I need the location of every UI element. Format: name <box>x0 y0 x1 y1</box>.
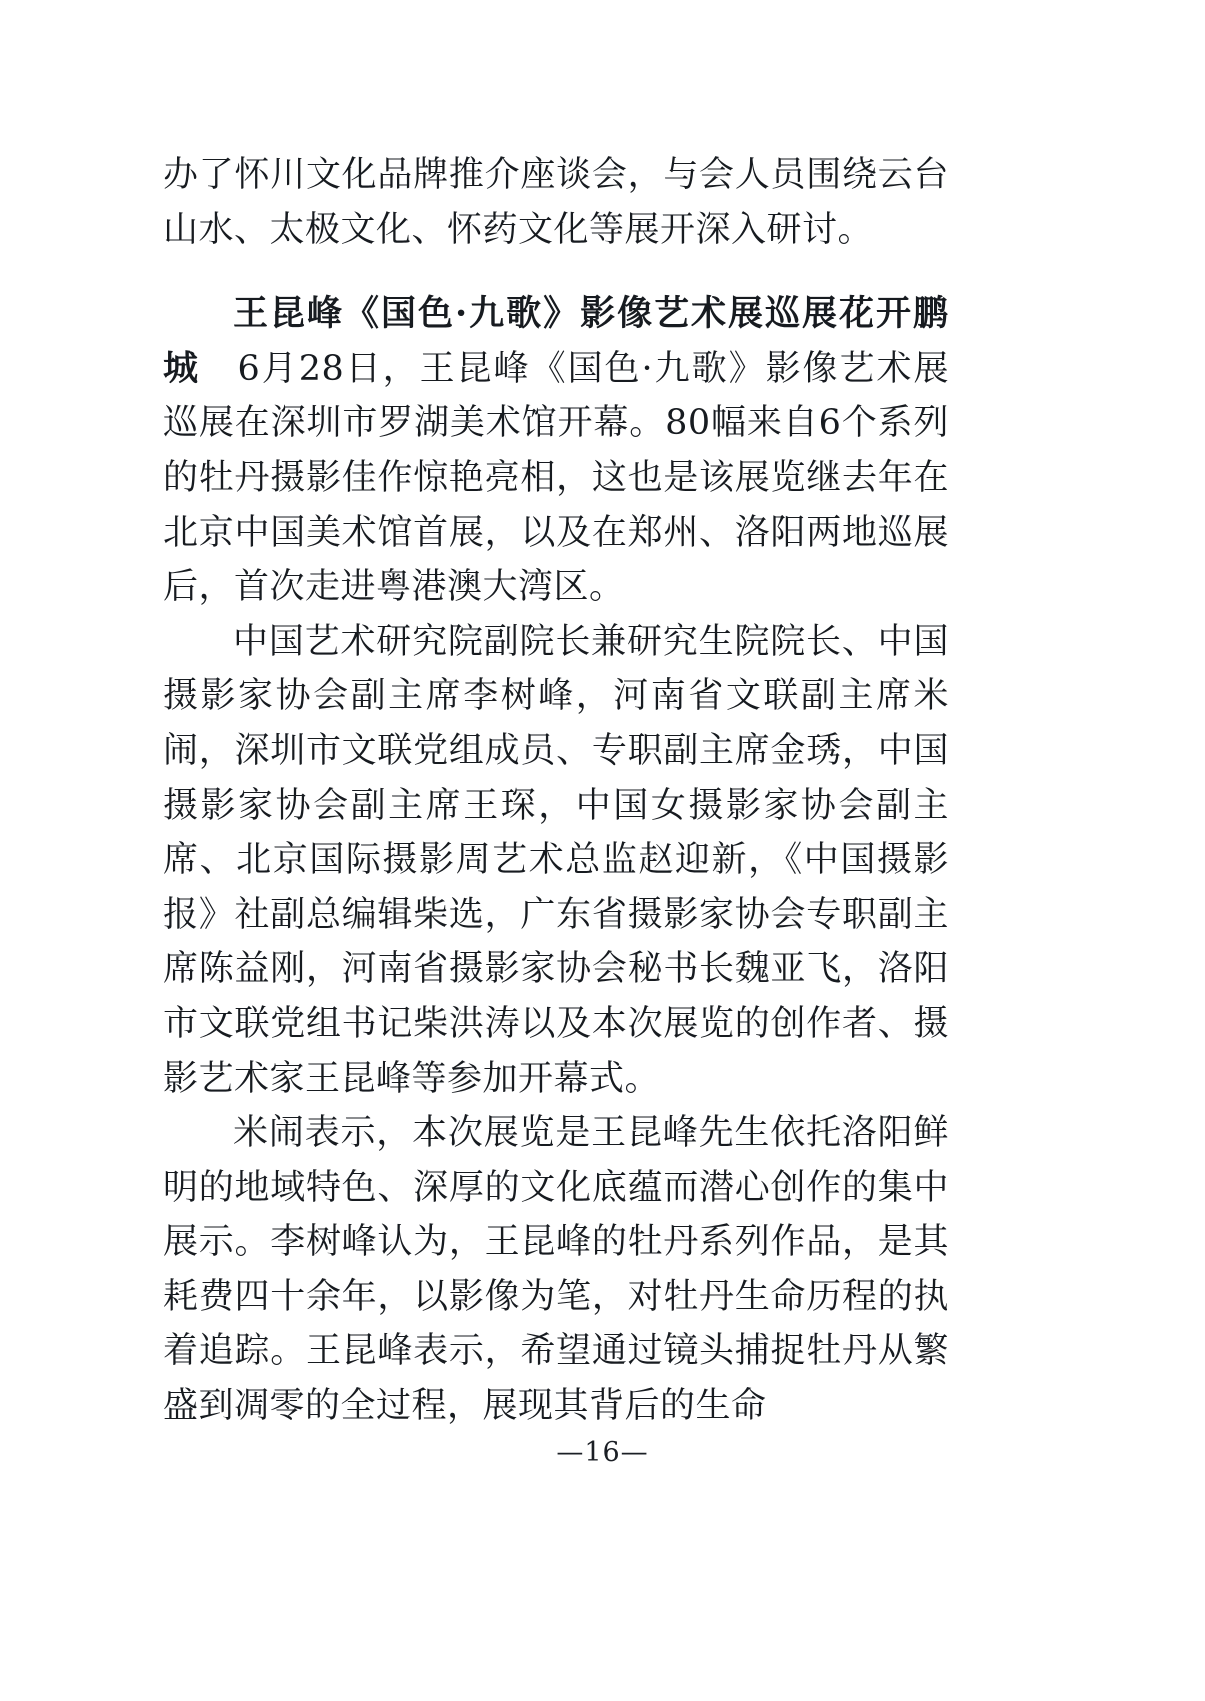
paragraph-attendees: 中国艺术研究院副院长兼研究生院院长、中国摄影家协会副主席李树峰，河南省文联副主席米闹，深圳市文联党组成员、专职副主席金琇，中国摄影家协会副主席王琛，中国女摄影家协会副主席、北京国际摄影周艺术总监赵迎新，《中国摄影报》社副总编辑柴选，广东省摄影家协会专职副主席陈益刚，河南省摄影家协会秘书长魏亚飞，洛阳市文联党组书记柴洪涛以及本次展览的创作者、摄影艺术家王昆峰等参加开幕式。 <box>163 621 949 1099</box>
paragraph-exhibition-lead <box>163 287 949 615</box>
paragraph-continued: 办了怀川文化品牌推介座谈会，与会人员围绕云台山水、太极文化、怀药文化等展开深入研讨。 <box>163 155 949 250</box>
paragraph-exhibition-text: 6月28日，王昆峰《国色·九歌》影像艺术展巡展在深圳市罗湖美术馆开幕。80幅来自6个系列的牡丹摄影佳作惊艳亮相，这也是该展览继去年在北京中国美术馆首展，以及在郑州、洛阳两地巡展后，首次走进粤港澳大湾区。 <box>163 348 949 608</box>
paragraph-remarks: 米闹表示，本次展览是王昆峰先生依托洛阳鲜明的地域特色、深厚的文化底蕴而潜心创作的集中展示。李树峰认为，王昆峰的牡丹系列作品，是其耗费四十余年，以影像为笔，对牡丹生命历程的执着追踪。王昆峰表示，希望通过镜头捕捉牡丹从繁盛到凋零的全过程，展现其背后的生命 <box>163 1113 949 1427</box>
section-headline: 王昆峰《国色·九歌》影像艺术展巡展花开鹏城 <box>163 293 949 389</box>
page-number: —16— <box>556 1437 649 1468</box>
page-body <box>163 148 949 1434</box>
